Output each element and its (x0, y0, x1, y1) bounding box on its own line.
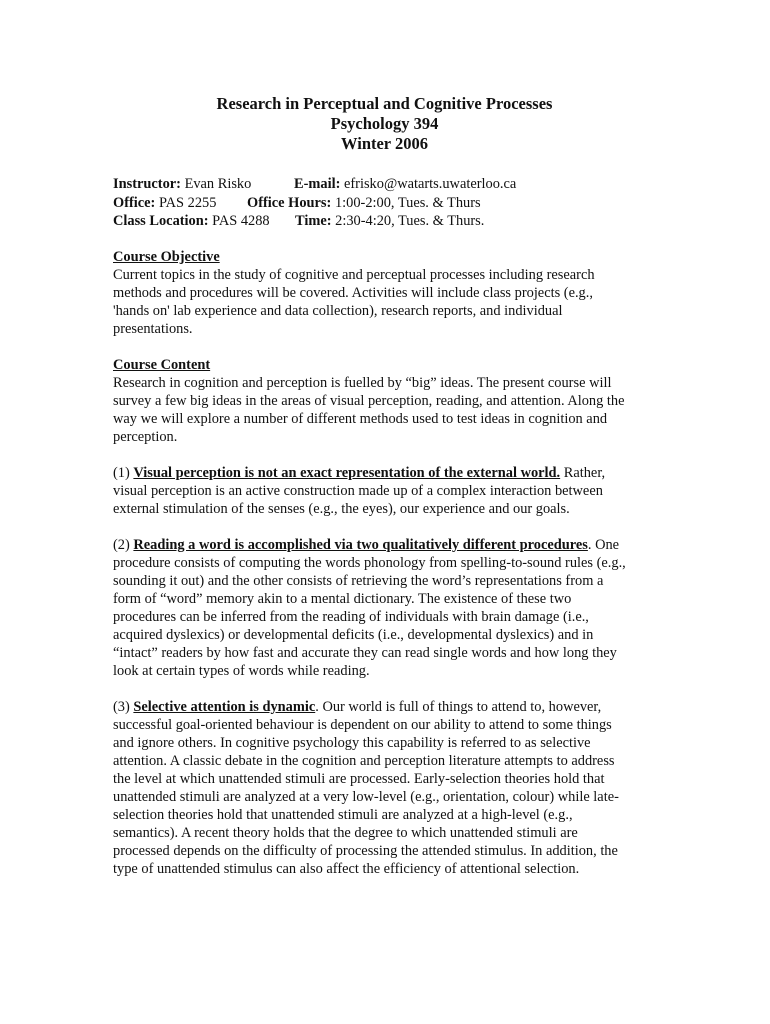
content-line: way we will explore a number of different methods used to test ideas in cognition and (113, 410, 608, 427)
content-item-1 (113, 464, 658, 518)
time-value: 2:30-4:20, Tues. & Thurs. (335, 213, 485, 229)
office-hours-group (247, 194, 481, 213)
content-item-2 (113, 536, 658, 680)
office-value: PAS 2255 (158, 194, 217, 211)
item-line: successful goal-oriented behaviour is dependent on our ability to attend to some things (113, 716, 612, 733)
email-value: efrisko@watarts.uwaterloo.ca (343, 176, 517, 192)
instructor-label: Instructor: (113, 176, 181, 192)
course-term: Winter 2006 (341, 134, 428, 153)
email-group (294, 175, 516, 194)
time-group (295, 212, 484, 231)
instructor-value: Evan Risko (184, 176, 252, 192)
content-line: Research in cognition and perception is fuelled by “big” ideas. The present course will (113, 374, 612, 391)
course-objective-heading: Course Objective (113, 248, 220, 265)
course-content-body (113, 374, 658, 446)
info-row-office (113, 194, 658, 213)
item-line: acquired dyslexics) or developmental deficits (i.e., developmental dyslexics) and in (113, 626, 594, 643)
title-block (111, 94, 658, 154)
office-hours-label: Office Hours: (247, 194, 332, 211)
item-number: (2) (113, 536, 134, 553)
item-line: form of “word” memory akin to a mental dictionary. The existence of these two (113, 590, 572, 607)
document-title: Research in Perceptual and Cognitive Processes (216, 94, 553, 113)
objective-line: 'hands on' lab experience and data collection), research reports, and individual (113, 302, 563, 319)
item-line: “intact” readers by how fast and accurate they can read single words and how long they (113, 644, 617, 661)
item-headline: Reading a word is accomplished via two qualitatively different procedures (133, 536, 588, 553)
item-line: type of unattended stimulus can also affect the efficiency of attentional selection. (113, 860, 580, 877)
info-row-instructor (113, 175, 658, 194)
objective-line: presentations. (113, 320, 193, 337)
item-line: sounding it out) and the other consists of retrieving the word’s representations from a (113, 572, 604, 589)
office-hours-value: 1:00-2:00, Tues. & Thurs (334, 194, 481, 211)
content-line: survey a few big ideas in the areas of visual perception, reading, and attention. Along the (113, 392, 625, 409)
item-headline: Visual perception is not an exact representation of the external world. (133, 464, 561, 481)
item-line: attention. A classic debate in the cognition and perception literature attempts to address (113, 752, 615, 769)
item-line: procedure consists of computing the words phonology from spelling-to-sound rules (e.g., (113, 554, 626, 571)
time-label: Time: (295, 213, 332, 229)
item-line: processed depends on the difficulty of processing the attended stimulus. In addition, the (113, 842, 618, 859)
location-label: Class Location: (113, 213, 209, 229)
course-info (113, 175, 658, 231)
course-objective-body (113, 266, 658, 338)
location-value: PAS 4288 (212, 213, 270, 229)
content-item-3 (113, 698, 658, 878)
course-content-heading: Course Content (113, 356, 211, 373)
item-line: semantics). A recent theory holds that the degree to which unattended stimuli are (113, 824, 578, 841)
item-line: procedures can be inferred from the reading of individuals with brain damage (i.e., (113, 608, 589, 625)
item-line: the level at which unattended stimuli are processed. Early-selection theories hold that (113, 770, 605, 787)
item-line: visual perception is an active construction made up of a complex interaction between (113, 482, 603, 499)
info-row-location (113, 212, 658, 231)
course-code: Psychology 394 (330, 114, 439, 133)
item-first-line-rest: . One (587, 536, 620, 553)
office-label: Office: (113, 194, 156, 211)
item-line: external stimulation of the senses (e.g., the eyes), our experience and our goals. (113, 500, 570, 517)
objective-line: Current topics in the study of cognitive and perceptual processes including research (113, 266, 595, 283)
item-number: (3) (113, 698, 134, 715)
item-line: selection theories hold that unattended stimuli are analyzed at a high-level (e.g., (113, 806, 573, 823)
course-objective-section (113, 248, 658, 338)
objective-line: methods and procedures will be covered. Activities will include class projects (e.g., (113, 284, 593, 301)
document-page (113, 94, 658, 878)
content-line: perception. (113, 428, 178, 445)
item-line: and ignore others. In cognitive psychology this capability is referred to as selective (113, 734, 591, 751)
item-first-line-rest: Rather, (560, 464, 606, 481)
item-first-line-rest: . Our world is full of things to attend to, however, (315, 698, 602, 715)
email-label: E-mail: (294, 176, 341, 192)
course-content-section (113, 356, 658, 878)
item-number: (1) (113, 464, 134, 481)
item-headline: Selective attention is dynamic (133, 698, 316, 715)
item-line: unattended stimuli are analyzed at a very low-level (e.g., orientation, colour) while late- (113, 788, 619, 805)
item-line: look at certain types of words while reading. (113, 662, 370, 679)
